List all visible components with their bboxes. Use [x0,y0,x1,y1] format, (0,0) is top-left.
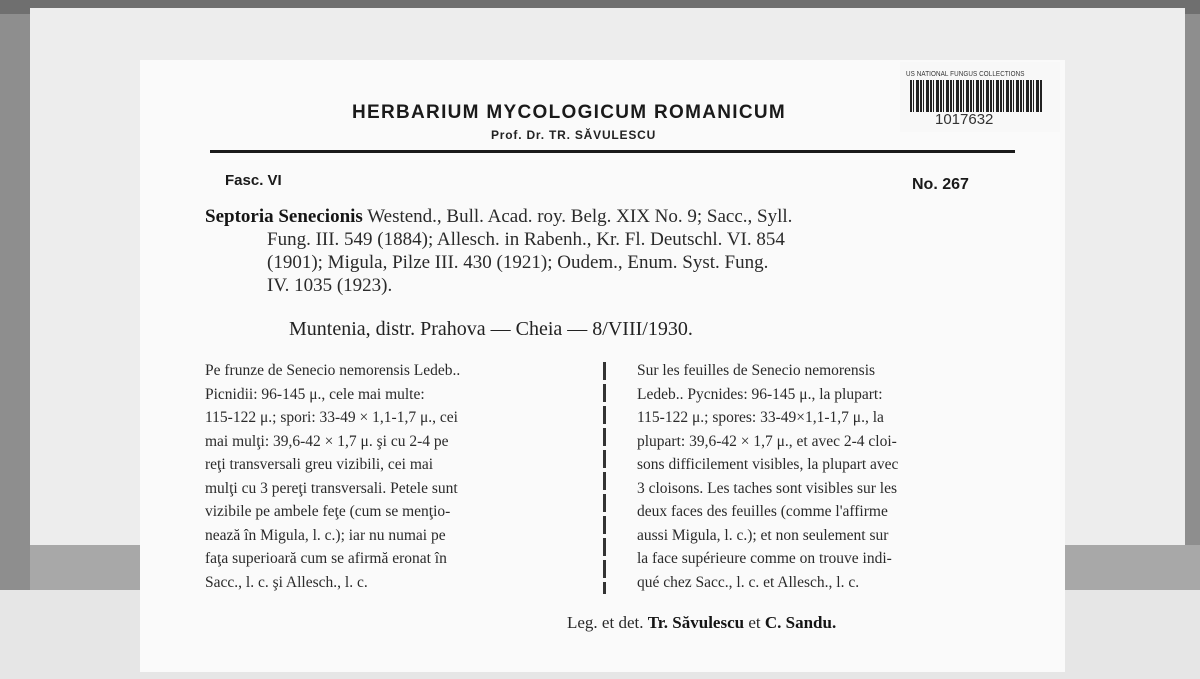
specimen-number: No. 267 [912,176,969,193]
description-line: vizibile pe ambele feţe (cum se menţio- [205,503,451,520]
description-line: reţi transversali greu vizibili, cei mai [205,456,434,473]
collector-line [567,613,836,633]
french-description [637,359,1017,594]
fascicle: Fasc. VI [225,172,282,189]
description-line: Sur les feuilles de Senecio nemorensis [637,362,876,379]
citation-line: Fung. III. 549 (1884); Allesch. in Rabenh., Kr. Fl. Deutschl. VI. 854 [267,229,785,250]
description-line: plupart: 39,6-42 × 1,7 μ., et avec 2-4 cloi- [637,432,897,450]
description-line: Ledeb.. Pycnides: 96-145 μ., la plupart: [637,385,883,403]
description-line: Sacc., l. c. şi Allesch., l. c. [205,573,368,591]
description-line: 115-122 μ.; spori: 33-49 × 1,1-1,7 μ., cei [205,409,458,426]
taxon-name: Septoria Senecionis [205,206,363,227]
column-divider [603,362,606,594]
barcode-caption: US NATIONAL FUNGUS COLLECTIONS [906,71,1025,78]
collector-conjunction: et [748,613,761,632]
description-line: mai mulţi: 39,6-42 × 1,7 μ. şi cu 2-4 pe [205,432,449,450]
locality: Muntenia, distr. Prahova — Cheia — 8/VIII/1930. [289,318,693,340]
citation-line: (1901); Migula, Pilze III. 430 (1921); Oudem., Enum. Syst. Fung. [267,252,769,273]
barcode-number: 1017632 [935,111,994,128]
description-line: mulţi cu 3 pereţi transversali. Petele sunt [205,479,458,497]
description-line: Picnidii: 96-145 μ., cele mai multe: [205,385,425,403]
citation-line: IV. 1035 (1923). [267,275,393,296]
description-line: la face supérieure comme on trouve indi- [637,550,892,567]
herbarium-title: HERBARIUM MYCOLOGICUM ROMANICUM [352,102,786,123]
description-line: Pe frunze de Senecio nemorensis Ledeb.. [205,362,461,379]
description-line: deux faces des feuilles (comme l'affirme [637,503,888,520]
description-line: sons difficilement visibles, la plupart avec [637,456,899,473]
description-line: qué chez Sacc., l. c. et Allesch., l. c. [637,573,860,591]
collector-name-2: C. Sandu. [764,613,837,632]
description-line: faţa superioară cum se afirmă eronat în [205,550,447,567]
description-line: 115-122 μ.; spores: 33-49×1,1-1,7 μ., la [637,409,884,426]
taxon-citation [205,205,1015,297]
description-line: aussi Migula, l. c.); et non seulement sur [637,526,889,544]
herbarium-subtitle: Prof. Dr. TR. SĂVULESCU [491,128,657,142]
header-rule [210,150,1015,153]
collector-prefix: Leg. et det. [567,613,644,632]
collector-name-1: Tr. Săvulescu [647,613,745,632]
romanian-description [205,359,583,594]
description-line: 3 cloisons. Les taches sont visibles sur les [637,479,898,497]
citation-line: Septoria Senecionis Westend., Bull. Acad. roy. Belg. XIX No. 9; Sacc., Syll. [205,206,793,227]
description-line: nează în Migula, l. c.); iar nu numai pe [205,526,446,544]
barcode-icon [910,80,1042,112]
